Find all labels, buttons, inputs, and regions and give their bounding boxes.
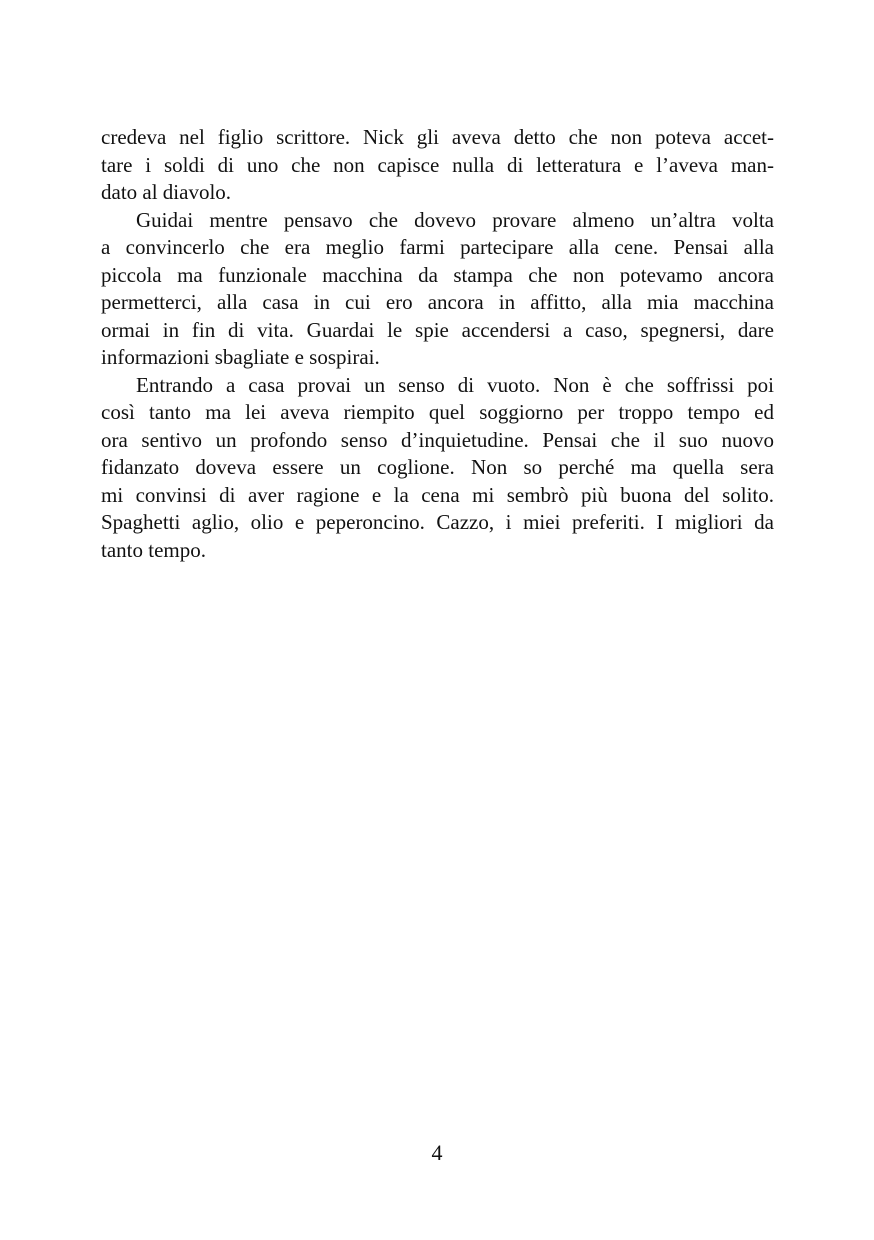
text-line: informazioni sbagliate e sospirai. [101, 345, 380, 369]
text-line: a convincerlo che era meglio farmi partecipare alla cene. Pensai alla [101, 235, 774, 259]
text-line: piccola ma funzionale macchina da stampa che non potevamo ancora [101, 262, 774, 287]
text-line: così tanto ma lei aveva riempito quel soggiorno per troppo tempo ed [101, 400, 774, 424]
text-line: permetterci, alla casa in cui ero ancora in affitto, alla mia macchina [101, 290, 774, 314]
text-line: Spaghetti aglio, olio e peperoncino. Cazzo, i miei preferiti. I migliori da [101, 510, 774, 534]
text-line: mi convinsi di aver ragione e la cena mi sembrò più buona del solito. [101, 482, 774, 507]
paragraph-3 [101, 372, 774, 565]
text-line: dato al diavolo. [101, 180, 232, 204]
text-line: Entrando a casa provai un senso di vuoto. Non è che soffrissi poi [136, 372, 774, 397]
text-line: credeva nel figlio scrittore. Nick gli aveva detto che non poteva accet- [101, 125, 774, 149]
paragraph-1 [101, 124, 774, 207]
text-line: tare i soldi di uno che non capisce nulla di letteratura e l’aveva man- [101, 152, 774, 177]
text-line: fidanzato doveva essere un coglione. Non so perché ma quella sera [101, 455, 774, 479]
paragraph-2 [101, 207, 774, 372]
text-line: ora sentivo un profondo senso d’inquietudine. Pensai che il suo nuovo [101, 427, 774, 452]
body-text [101, 124, 774, 564]
text-line: Guidai mentre pensavo che dovevo provare almeno un’altra volta [136, 207, 774, 232]
text-line: tanto tempo. [101, 537, 206, 562]
text-line: ormai in fin di vita. Guardai le spie accendersi a caso, spegnersi, dare [101, 317, 774, 342]
page-number: 4 [431, 1140, 443, 1165]
